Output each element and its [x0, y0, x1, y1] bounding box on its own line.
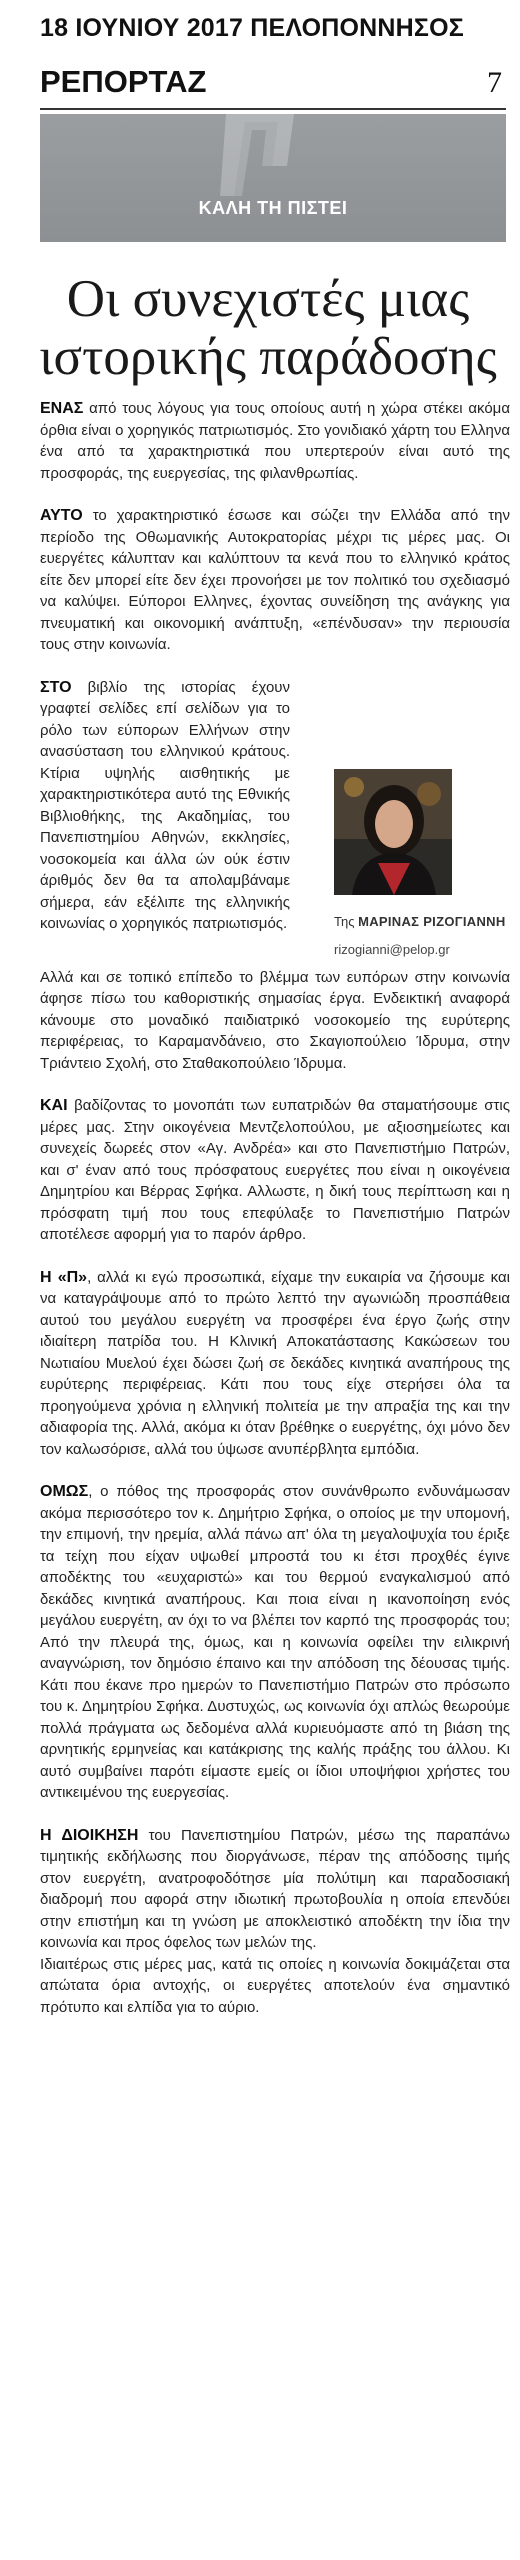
author-name	[334, 913, 510, 931]
paragraph	[40, 505, 510, 656]
paragraph	[40, 1095, 510, 1246]
issue-date-line: 18 ΙΟΥΝΙΟΥ 2017 ΠΕΛΟΠΟΝΝΗΣΟΣ	[40, 14, 464, 42]
paragraph-lead: ΚΑΙ	[40, 1097, 68, 1114]
paragraph-text: βιβλίο της ιστορίας έχουν γραφτεί σελίδες επί σελίδων για το ρόλο των εύπορων Ελλήνων στην ανασύσταση του ελληνικού κράτους. Κτίρια υψηλής αισθητικής με χαρακτηριστικότερα αυτό της Εθνικής Βιβλιοθήκης, της Ακαδημίας, του Πανεπιστημίου Αθηνών, εκκλησίες, νοσοκομεία και άλλα ών ούκ έστιν άριθμός δεν θα τα απολαμβάναμε σήμερα, εάν εξέλιπε της ελληνικής κοινωνίας ο χορηγικός πατριωτισμός.	[40, 678, 290, 932]
paragraph	[40, 677, 290, 935]
paragraph-lead: ΣΤΟ	[40, 678, 72, 696]
section-header	[40, 62, 506, 106]
paragraph-text: , αλλά κι εγώ προσωπικά, είχαμε την ευκαιρία να ζήσουμε και να καταγράψουμε από το πρώτο λεπτό την αγωνιώδη προσπάθεια αυτού του μεγάλου ευεργέτη να προσφέρει ένα έργο ζωής στην ιδιαίτερη πατρίδα του. Η Κλινική Αποκατάστασης Κακώσεων του Νωτιαίου Μυελού έχει δώσει ζωή σε δεκάδες κινητικά αναπήρους της ευρύτερης περιφέρειας. Κάτι που τους είχε στερήσει όλα τα προηγούμενα χρόνια η ελληνική πολιτεία με την απραξία της και την αδιαφορία της. Αλλά, ακόμα κι όταν βρέθηκε ο ευεργέτης, όχι μόνο δεν τον καλωσόρισε, αλλά του ύψωσε ανυπέρβλητα εμπόδια.	[40, 1268, 510, 1458]
pi-logo-icon	[40, 114, 506, 242]
paragraph-continuation: Αλλά και σε τοπικό επίπεδο το βλέμμα των ευπόρων στην κοινωνία άφησε πίσω του καθοριστικής σημασίας έργα. Ενδεικτική αναφορά κάνουμε στο μοναδικό παιδιατρικό νοσοκομείο της ευρύτερης περιφέρειας, το Καραμανδάνειο, στο Σκαγιοπούλειο Ίδρυμα, στην Τριάντειο Σχολή, στο Σταθακοπούλειο Ίδρυμα.	[40, 968, 510, 1072]
paragraph-continuation: Ιδιαιτέρως στις μέρες μας, κατά τις οποίες η κοινωνία δοκιμάζεται στα απώτατα όρια αντοχής, οι ευεργέτες αποτελούν ένα σημαντικό πρότυπο και ελπίδα για το αύριο.	[40, 1955, 510, 2016]
author-name-text: ΜΑΡΙΝΑΣ ΡΙΖΟΓΙΑΝΝΗ	[358, 913, 506, 929]
headline-line-2: ιστορικής παράδοσης	[39, 328, 497, 386]
author-email[interactable]: rizogianni@pelop.gr	[334, 941, 450, 957]
section-title: ΡΕΠΟΡΤΑΖ	[40, 64, 207, 99]
paragraph-text: από τους λόγους για τους οποίους αυτή η χώρα στέκει ακόμα όρθια είναι ο χορηγικός πατριωτισμός. Στο γονιδιακό χάρτη του Ελληνα ένα από τα χαρακτηριστικά που υπερτερούν είναι αυτό της προσφοράς, της ευεργεσίας, της φιλανθρωπίας.	[40, 400, 510, 482]
paragraph-lead: Η «Π»	[40, 1268, 88, 1286]
headline-line-1: Οι συνεχιστές μιας	[66, 270, 470, 328]
paragraph-with-author	[40, 677, 510, 1075]
paragraph-text: βαδίζοντας το μονοπάτι των ευπατριδών θα σταματήσουμε στις μέρες μας. Στην οικογένεια Μεντζελοπούλου, με αξιοσημείωτες και συνεχείς δωρεές στον «Αγ. Ανδρέα» και στο Πανεπιστήμιο Πατρών, και σ' έναν από τους πρόσφατους ευεργέτες που είναι η οικογένεια Δημητρίου και Βέρρας Σφήκα. Αλλωστε, η δική τους περίπτωση και η πρόσφατη τιμή που τους επεφύλαξε το Πανεπιστήμιο Πατρών αποτέλεσε αφορμή για το παρόν άρθρο.	[40, 1097, 510, 1243]
author-prefix: Της	[334, 913, 355, 929]
paragraph	[40, 1825, 510, 1954]
paragraph-lead: ΑΥΤΟ	[40, 507, 83, 524]
column-label: ΚΑΛΗ ΤΗ ΠΙΣΤΕΙ	[198, 198, 348, 218]
author-photo	[334, 769, 452, 895]
paragraph	[40, 398, 510, 484]
paragraph	[40, 1481, 510, 1804]
article-headline	[30, 270, 506, 386]
paragraph-lead: ΟΜΩΣ	[40, 1483, 89, 1500]
article-body	[40, 398, 510, 2039]
paragraph-lead: Η ΔΙΟΙΚΗΣΗ	[40, 1826, 139, 1844]
author-byline	[334, 769, 510, 959]
paragraph-text: , ο πόθος της προσφοράς στον συνάνθρωπο ενδυνάμωσαν ακόμα περισσότερο τον κ. Δημήτριο Σφήκα, ο οποίος με την υπομονή, την επιμονή, την ηρεμία, αλλά πάνω απ' όλα τη μεγαλοψυχία του έριξε τα τείχη που είχαν υψωθεί μπροστά του κι έτσι προχθές έγινε αποδέκτης του «ευχαριστώ» και του θερμού εναγκαλισμού από δεκάδες κινητικά αναπήρους. Και ποια είναι η ικανοποίηση ενός μεγάλου ευεργέτη, αν όχι το να βλέπει τον καρπό της προσφοράς του; Από την πλευρά της, όμως, και η κοινωνία οφείλει την ειλικρινή αναγνώριση, τον δημόσιο έπαινο και την απόδοση της δέουσας τιμής. Κάτι που έκανε προ ημερών το Πανεπιστήμιο Πατρών στο πρόσωπο του κ. Δημητρίου Σφήκα. Δυστυχώς, ως κοινωνία όχι απλώς θεωρούμε πολλά πράγματα ως δεδομένα αλλά κυριευόμαστε από τη βιάση της αρνητικής ερμηνείας και κατάκρισης της καλής πράξης του άλλου. Κι αυτό συμβαίνει παρότι είμαστε εμείς οι ίδιοι υποψήφιοι χρήστες του αντικειμένου της ευεργεσίας.	[40, 1483, 510, 1801]
paragraph-text: το χαρακτηριστικό έσωσε και σώζει την Ελλάδα από την περίοδο της Οθωμανικής Αυτοκρατορίας μέχρι τις μέρες μας. Οι ευεργέτες κάλυπταν και καλύπτουν τα κενά που το ελληνικό κράτος είτε δεν μπορεί είτε δεν έχει προνοήσει με τον πολιτικό του σχεδιασμό να καλύψει. Εύποροι Ελληνες, έχοντας συνείδηση της ανάγκης για πνευματική και οικονομική ανάπτυξη, «επένδυσαν» την περιουσία τους στην κοινωνία.	[40, 507, 510, 653]
paragraph	[40, 1267, 510, 1461]
section-divider	[40, 108, 506, 110]
paragraph-text: του Πανεπιστημίου Πατρών, μέσω της παραπάνω τιμητικής εκδήλωσης που διοργάνωσε, πέραν της απόδοσης τιμής στον ευεργέτη, ανατροφοδότησε μία πολύτιμη και παραδοσιακή διαδρομή που αφορά στην ιδιωτική πρωτοβουλία η οποία επενδύει στην επιστήμη και τη γνώση με αποκλειστικό αποδέκτη την ίδια την κοινωνία και προς όφελος των μελών της.	[40, 1826, 510, 1951]
paragraph-lead: ΕΝΑΣ	[40, 400, 84, 417]
page-number: 7	[487, 66, 502, 99]
column-banner	[40, 114, 506, 242]
